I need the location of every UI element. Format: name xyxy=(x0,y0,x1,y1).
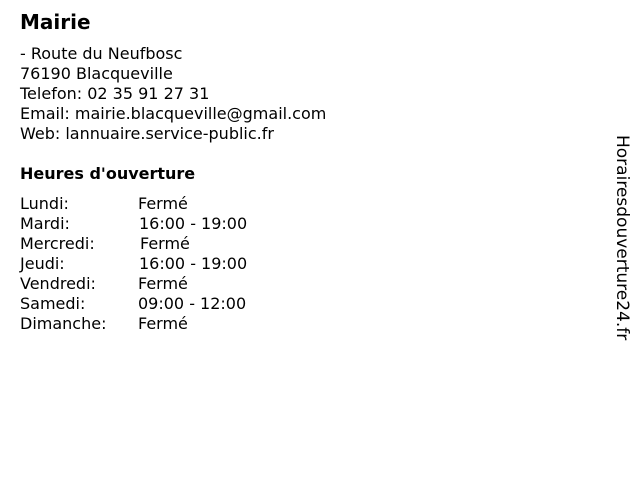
day-label: Dimanche: xyxy=(20,314,107,333)
day-label: Samedi: xyxy=(20,294,86,313)
postal-city: 76190 Blacqueville xyxy=(20,64,173,83)
street-address: - Route du Neufbosc xyxy=(20,44,183,63)
day-hours: 16:00 - 19:00 xyxy=(139,254,248,273)
day-label: Vendredi: xyxy=(20,274,96,293)
day-label: Jeudi: xyxy=(20,254,65,273)
day-label: Mardi: xyxy=(20,214,70,233)
day-hours: Fermé xyxy=(138,314,188,333)
day-hours: 09:00 - 12:00 xyxy=(138,294,247,313)
address-block xyxy=(20,44,326,144)
day-hours: Fermé xyxy=(140,234,190,253)
website: Web: lannuaire.service-public.fr xyxy=(20,124,274,143)
day-hours: Fermé xyxy=(138,194,188,213)
day-hours: 16:00 - 19:00 xyxy=(139,214,248,233)
email-address: Email: mairie.blacqueville@gmail.com xyxy=(20,104,327,123)
phone-number: Telefon: 02 35 91 27 31 xyxy=(20,84,210,103)
day-label: Mercredi: xyxy=(20,234,95,253)
page-title: Mairie xyxy=(20,10,91,34)
watermark-site-name: Horairesdouverture24.fr xyxy=(612,135,632,341)
day-label: Lundi: xyxy=(20,194,69,213)
opening-hours-heading: Heures d'ouverture xyxy=(20,164,196,183)
day-hours: Fermé xyxy=(138,274,188,293)
